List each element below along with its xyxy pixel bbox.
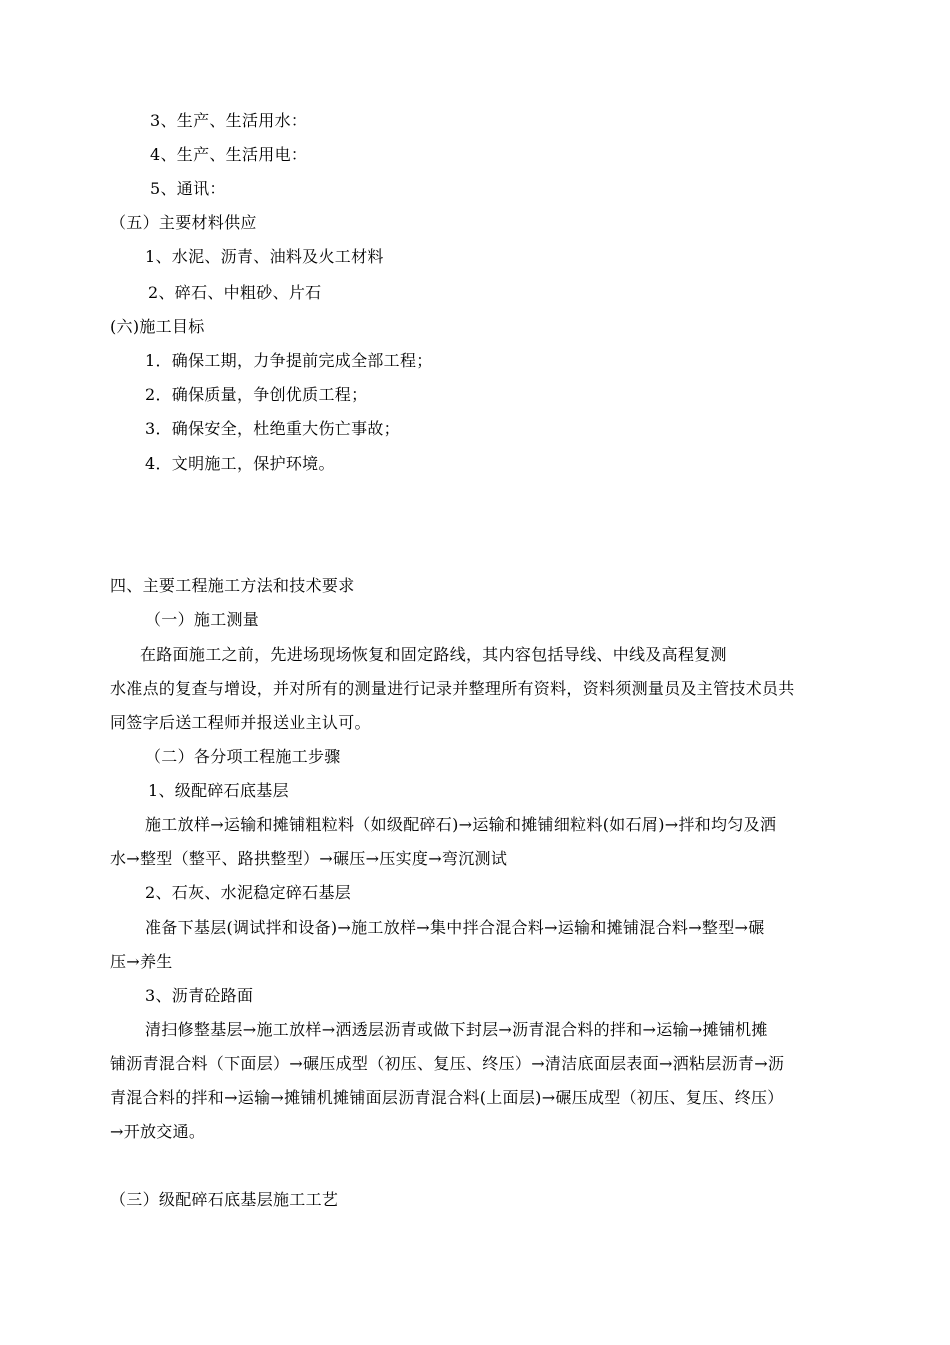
subheading-asphalt: 3、沥青砼路面 xyxy=(145,986,254,1005)
paragraph-survey-line-3: 同签字后送工程师并报送业主认可。 xyxy=(110,713,371,732)
text-line-gravel: 2、碎石、中粗砂、片石 xyxy=(148,283,322,302)
subheading-base: 2、石灰、水泥稳定碎石基层 xyxy=(145,883,352,902)
paragraph-subbase-line-1: 施工放样→运输和摊铺粗粒料（如级配碎石)→运输和摊铺细粒料(如石屑)→拌和均匀及洒 xyxy=(145,815,777,834)
text-line-goal-3: 3．确保安全，杜绝重大伤亡事故； xyxy=(145,419,400,438)
paragraph-subbase-line-2: 水→整型（整平、路拱整型）→碾压→压实度→弯沉测试 xyxy=(110,849,508,868)
paragraph-asphalt-line-4: →开放交通。 xyxy=(110,1122,206,1141)
paragraph-survey-line-1: 在路面施工之前，先进场现场恢复和固定路线，其内容包括导线、中线及高程复测 xyxy=(140,645,727,664)
text-line-goal-2: 2．确保质量，争创优质工程； xyxy=(145,385,368,404)
paragraph-asphalt-line-2: 铺沥青混合料（下面层）→碾压成型（初压、复压、终压）→清洁底面层表面→洒粘层沥青→沥 xyxy=(110,1054,785,1073)
paragraph-asphalt-line-1: 清扫修整基层→施工放样→洒透层沥青或做下封层→沥青混合料的拌和→运输→摊铺机摊 xyxy=(145,1020,768,1039)
paragraph-asphalt-line-3: 青混合料的拌和→运输→摊铺机摊铺面层沥青混合料(上面层)→碾压成型（初压、复压、终压） xyxy=(110,1088,784,1107)
paragraph-base-line-2: 压→养生 xyxy=(110,952,173,971)
text-line-cement: 1、水泥、沥青、油料及火工材料 xyxy=(145,247,384,266)
paragraph-base-line-1: 准备下基层(调试拌和设备)→施工放样→集中拌合混合料→运输和摊铺混合料→整型→碾 xyxy=(145,918,765,937)
section-heading-materials: （五）主要材料供应 xyxy=(110,213,257,232)
paragraph-survey-line-2: 水准点的复查与增设，并对所有的测量进行记录并整理所有资料，资料须测量员及主管技术员共 xyxy=(110,679,795,698)
text-line-water: 3、生产、生活用水： xyxy=(150,111,308,130)
text-line-goal-4: 4．文明施工，保护环境。 xyxy=(145,454,335,473)
section-heading-goals: (六)施工目标 xyxy=(110,317,205,336)
text-line-goal-1: 1．确保工期，力争提前完成全部工程； xyxy=(145,351,433,370)
section-heading-steps: （二）各分项工程施工步骤 xyxy=(145,747,341,766)
chapter-heading-methods: 四、主要工程施工方法和技术要求 xyxy=(110,576,355,595)
text-line-communication: 5、通讯： xyxy=(150,179,226,198)
section-heading-survey: （一）施工测量 xyxy=(145,610,260,629)
subheading-subbase: 1、级配碎石底基层 xyxy=(148,781,289,800)
text-line-electricity: 4、生产、生活用电： xyxy=(150,145,308,164)
section-heading-subbase-process: （三）级配碎石底基层施工工艺 xyxy=(110,1190,339,1209)
